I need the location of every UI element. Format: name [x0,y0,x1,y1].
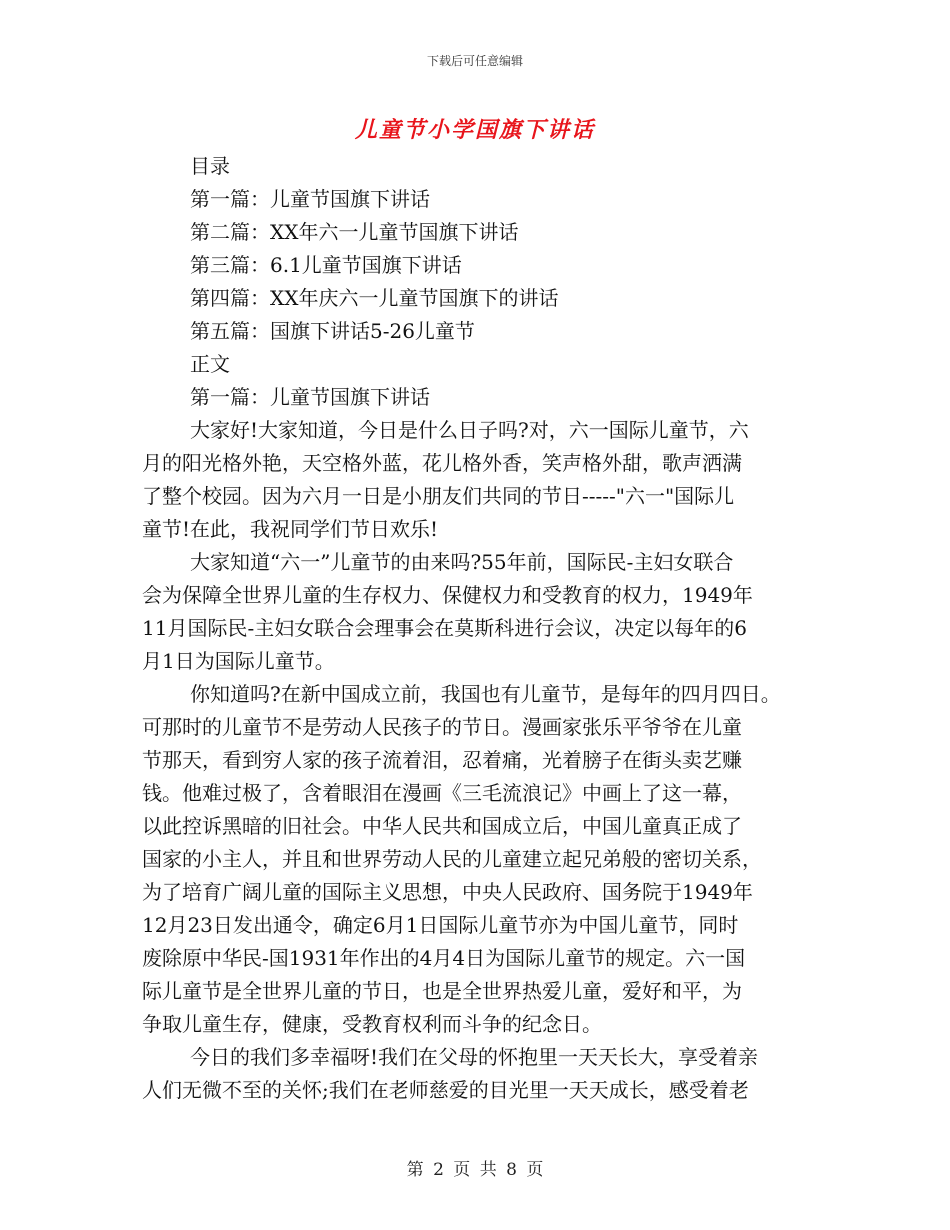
paragraph-line: 人们无微不至的关怀;我们在老师慈爱的目光里一天天成长，感受着老 [142,1078,749,1102]
paragraph-line: 会为保障全世界儿童的生存权力、保健权力和受教育的权力，1949年 [142,583,753,607]
toc-item-4: 第四篇：XX年庆六一儿童节国旗下的讲话 [190,286,559,310]
paragraph-line: 月的阳光格外艳，天空格外蓝，花儿格外香，笑声格外甜，歌声洒满 [142,451,742,475]
paragraph-line: 今日的我们多幸福呀!我们在父母的怀抱里一天天长大，享受着亲 [190,1045,759,1069]
paragraph-line: 你知道吗?在新中国成立前，我国也有儿童节，是每年的四月四日。 [190,682,781,706]
document-title: 儿童节小学国旗下讲话 [354,117,595,143]
paragraph-line: 际儿童节是全世界儿童的节日，也是全世界热爱儿童，爱好和平，为 [142,979,742,1003]
toc-item-1: 第一篇：儿童节国旗下讲话 [190,187,430,211]
paragraph-line: 大家知道“六一”儿童节的由来吗?55年前，国际民-主妇女联合 [190,550,734,574]
toc-heading: 目录 [190,154,230,178]
paragraph-line: 钱。他难过极了，含着眼泪在漫画《三毛流浪记》中画上了这一幕， [142,781,742,805]
paragraph-line: 可那时的儿童节不是劳动人民孩子的节日。漫画家张乐平爷爷在儿童 [142,715,742,739]
section-heading: 第一篇：儿童节国旗下讲话 [190,385,430,409]
paragraph-line: 国家的小主人，并且和世界劳动人民的儿童建立起兄弟般的密切关系， [142,847,762,871]
paragraph-line: 争取儿童生存，健康，受教育权利而斗争的纪念日。 [142,1012,602,1036]
paragraph-line: 以此控诉黑暗的旧社会。中华人民共和国成立后，中国儿童真正成了 [142,814,742,838]
paragraph-line: 童节!在此，我祝同学们节日欢乐! [142,517,439,541]
paragraph-line: 为了培育广阔儿童的国际主义思想，中央人民政府、国务院于1949年 [142,880,753,904]
header-note: 下载后可任意编辑 [426,54,523,68]
toc-item-5: 第五篇：国旗下讲话5-26儿童节 [190,319,475,343]
toc-item-2: 第二篇：XX年六一儿童节国旗下讲话 [190,220,519,244]
paragraph-line: 了整个校园。因为六月一日是小朋友们共同的节日-----"六一"国际儿 [142,484,735,508]
paragraph-line: 节那天，看到穷人家的孩子流着泪，忍着痛，光着膀子在街头卖艺赚 [142,748,742,772]
paragraph-line: 大家好!大家知道，今日是什么日子吗?对，六一国际儿童节，六 [190,418,749,442]
paragraph-line: 12月23日发出通令，确定6月1日国际儿童节亦为中国儿童节，同时 [142,913,739,937]
paragraph-line: 11月国际民-主妇女联合会理事会在莫斯科进行会议，决定以每年的6 [142,616,747,640]
body-heading: 正文 [190,352,230,376]
paragraph-line: 废除原中华民-国1931年作出的4月4日为国际儿童节的规定。六一国 [142,946,746,970]
paragraph-line: 月1日为国际儿童节。 [142,649,335,673]
page-number: 第 2 页 共 8 页 [406,1160,544,1180]
toc-item-3: 第三篇：6.1儿童节国旗下讲话 [190,253,462,277]
